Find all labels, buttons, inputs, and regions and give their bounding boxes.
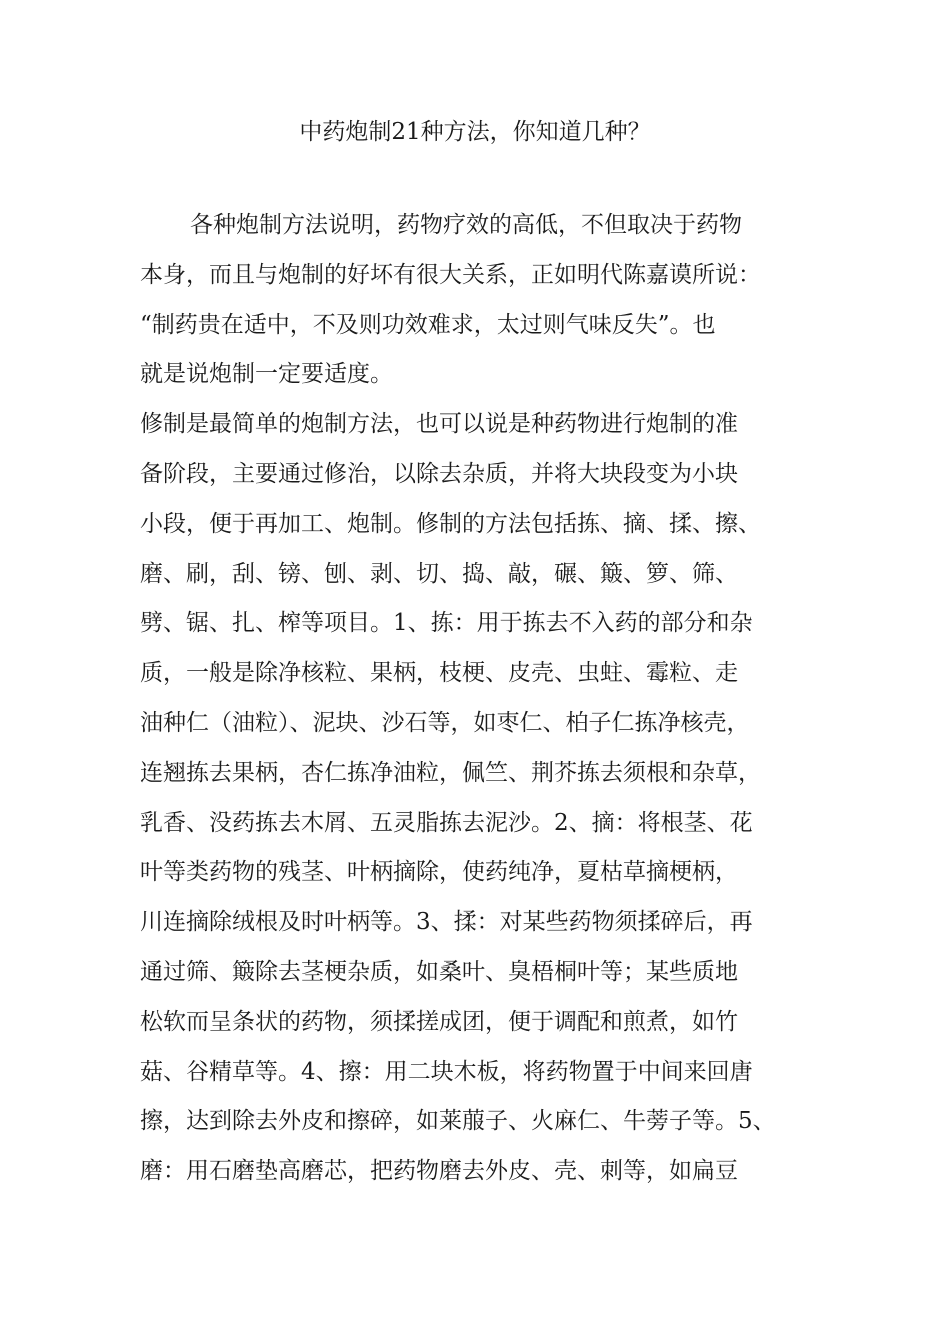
- text-line: 松软而呈条状的药物，须揉搓成团，便于调配和煎煮，如竹: [140, 1008, 738, 1035]
- text-line: 修制是最简单的炮制方法，也可以说是种药物进行炮制的准: [140, 411, 738, 438]
- document-title: 中药炮制21种方法，你知道几种？: [299, 119, 651, 145]
- text-line: 劈、锯、扎、榨等项目。1、拣：用于拣去不入药的部分和杂: [140, 610, 753, 637]
- document-body: [140, 205, 840, 1201]
- text-line: 各种炮制方法说明，药物疗效的高低，不但取决于药物: [190, 212, 742, 238]
- text-line: 油种仁（油粒）、泥块、沙石等，如枣仁、柏子仁拣净核壳，: [140, 709, 750, 736]
- text-line: 磨、刷，刮、镑、刨、剥、切、捣、敲，碾、簸、箩、筛、: [140, 560, 738, 587]
- text-line: 磨：用石磨垫高磨芯，把药物磨去外皮、壳、刺等，如扁豆: [140, 1158, 738, 1185]
- text-line: 质，一般是除净核粒、果柄，枝梗、皮壳、虫蛀、霉粒、走: [140, 660, 738, 687]
- text-line: 连翘拣去果柄，杏仁拣净油粒，佩竺、荆芥拣去须根和杂草，: [140, 759, 761, 786]
- text-line: 菇、谷精草等。4、擦：用二块木板，将药物置于中间来回唐: [140, 1058, 753, 1085]
- text-line: “制药贵在适中，不及则功效难求，太过则气味反失”。也: [140, 311, 716, 338]
- text-line: 本身，而且与炮制的好坏有很大关系，正如明代陈嘉谟所说：: [140, 261, 761, 288]
- text-line: 通过筛、簸除去茎梗杂质，如桑叶、臭梧桐叶等；某些质地: [140, 958, 738, 985]
- text-line: 备阶段，主要通过修治，以除去杂质，并将大块段变为小块: [140, 460, 738, 487]
- text-line: 擦，达到除去外皮和擦碎，如莱菔子、火麻仁、牛蒡子等。5、: [140, 1108, 776, 1135]
- text-line: 川连摘除绒根及时叶柄等。3、揉：对某些药物须揉碎后，再: [140, 909, 753, 936]
- text-line: 就是说炮制一定要适度。: [140, 361, 393, 388]
- text-line: 小段，便于再加工、炮制。修制的方法包括拣、摘、揉、擦、: [140, 510, 761, 537]
- text-line: 乳香、没药拣去木屑、五灵脂拣去泥沙。2、摘：将根茎、花: [140, 809, 753, 836]
- text-line: 叶等类药物的残茎、叶柄摘除，使药纯净，夏枯草摘梗柄，: [140, 859, 738, 886]
